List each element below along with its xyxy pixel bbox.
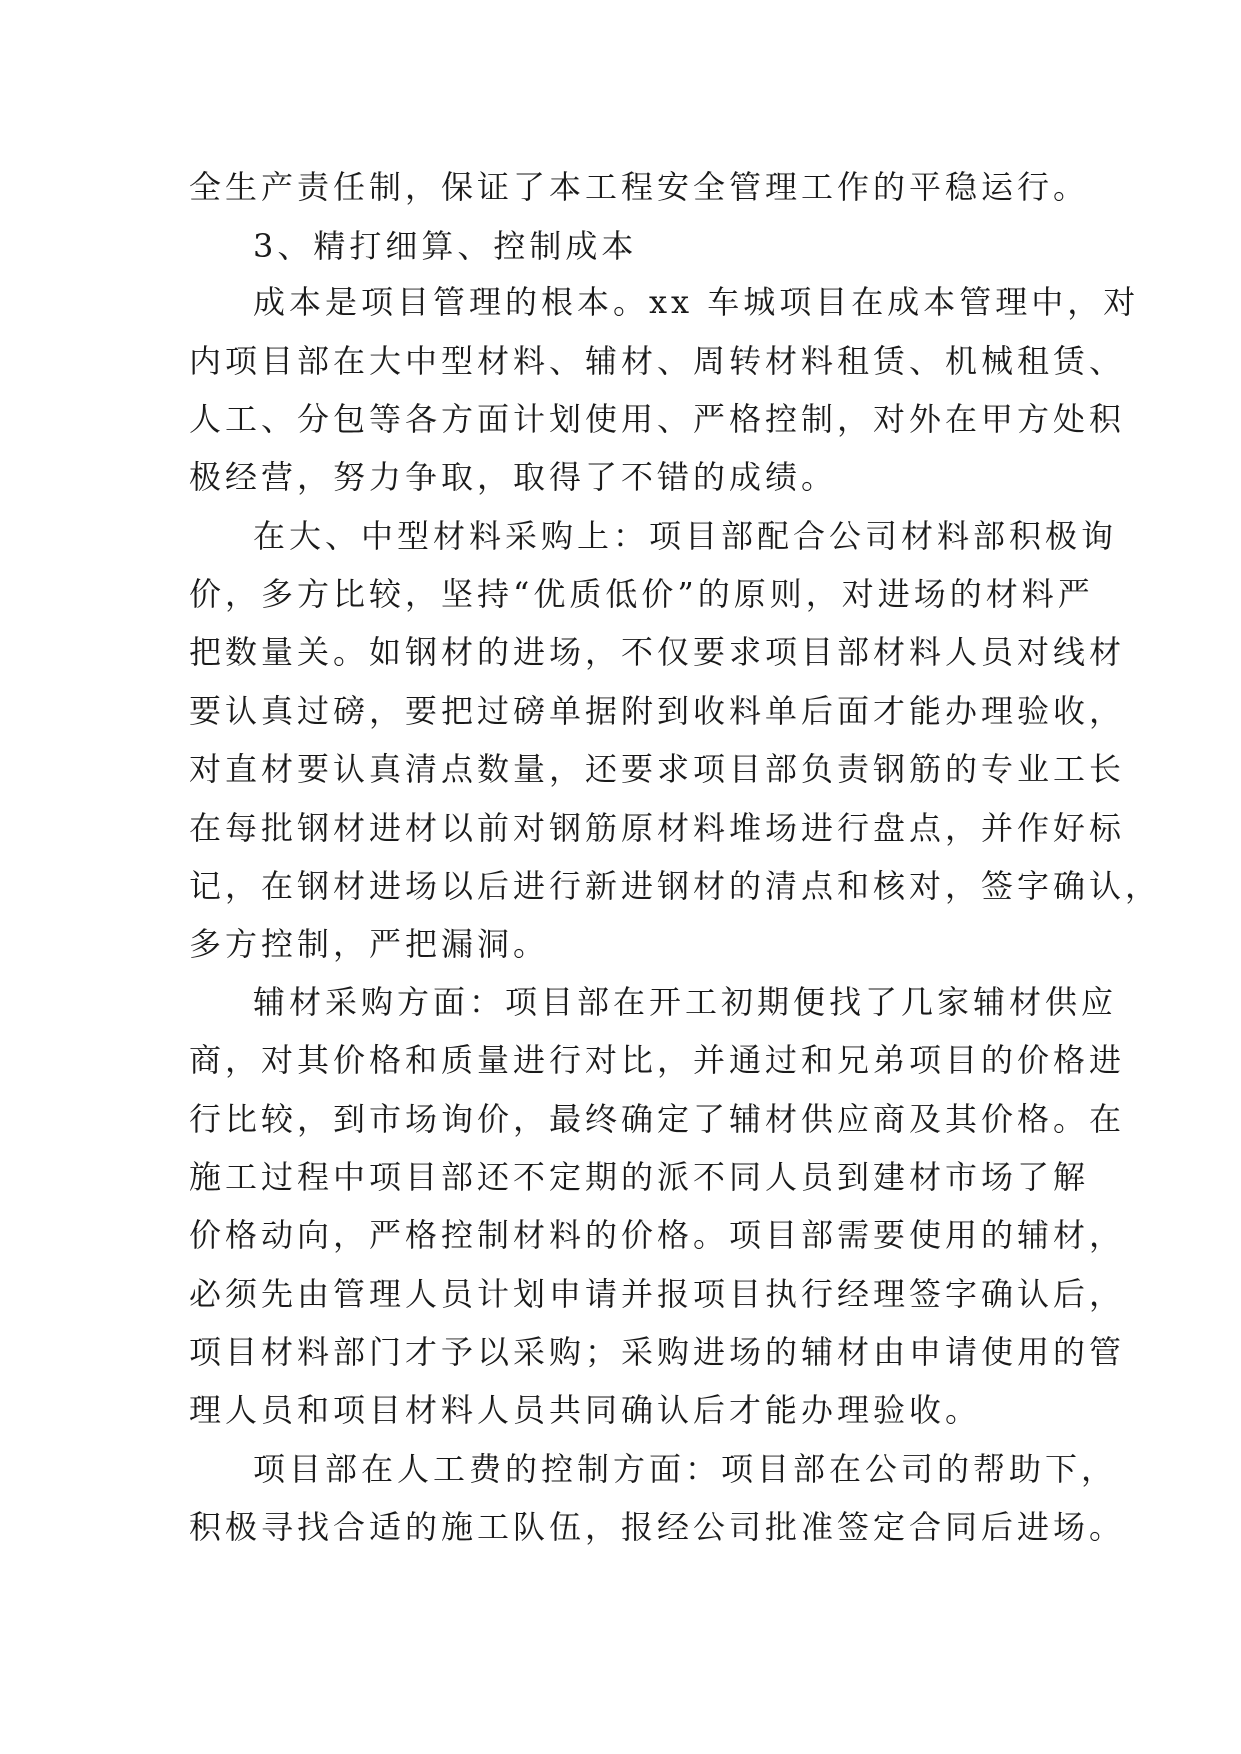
paragraph-line: 施工过程中项目部还不定期的派不同人员到建材市场了解 bbox=[189, 1158, 1090, 1196]
paragraph-line: 理人员和项目材料人员共同确认后才能办理验收。 bbox=[189, 1391, 982, 1429]
paragraph-line: 多方控制，严把漏洞。 bbox=[189, 925, 550, 963]
paragraph-line: 积极寻找合适的施工队伍，报经公司批准签定合同后进场。 bbox=[189, 1508, 1126, 1546]
paragraph-line: 极经营，努力争取，取得了不错的成绩。 bbox=[189, 458, 838, 496]
paragraph-line: 行比较，到市场询价，最终确定了辅材供应商及其价格。在 bbox=[189, 1100, 1126, 1138]
paragraph-line: 内项目部在大中型材料、辅材、周转材料租赁、机械租赁、 bbox=[189, 342, 1126, 380]
paragraph-line: 要认真过磅，要把过磅单据附到收料单后面才能办理验收， bbox=[189, 692, 1126, 730]
paragraph-line: 商，对其价格和质量进行对比，并通过和兄弟项目的价格进 bbox=[189, 1041, 1126, 1079]
section-heading: 3、精打细算、控制成本 bbox=[253, 227, 638, 265]
paragraph-line: 对直材要认真清点数量，还要求项目部负责钢筋的专业工长 bbox=[189, 750, 1126, 788]
paragraph-line: 全生产责任制，保证了本工程安全管理工作的平稳运行。 bbox=[189, 168, 1090, 206]
paragraph-line: 价格动向，严格控制材料的价格。项目部需要使用的辅材， bbox=[189, 1216, 1126, 1254]
paragraph-line: 必须先由管理人员计划申请并报项目执行经理签字确认后， bbox=[189, 1275, 1126, 1313]
paragraph-line: 价，多方比较，坚持“优质低价”的原则，对进场的材料严 bbox=[189, 575, 1094, 613]
paragraph-line: 项目材料部门才予以采购；采购进场的辅材由申请使用的管 bbox=[189, 1333, 1126, 1371]
paragraph-line: 在大、中型材料采购上：项目部配合公司材料部积极询 bbox=[253, 517, 1118, 555]
paragraph-line: 人工、分包等各方面计划使用、严格控制，对外在甲方处积 bbox=[189, 400, 1126, 438]
paragraph-line: 在每批钢材进材以前对钢筋原材料堆场进行盘点，并作好标 bbox=[189, 809, 1126, 847]
paragraph-line: 辅材采购方面：项目部在开工初期便找了几家辅材供应 bbox=[253, 983, 1118, 1021]
paragraph-line: 项目部在人工费的控制方面：项目部在公司的帮助下， bbox=[253, 1450, 1118, 1488]
paragraph-line: 成本是项目管理的根本。xx 车城项目在成本管理中，对 bbox=[253, 283, 1140, 321]
paragraph-line: 把数量关。如钢材的进场，不仅要求项目部材料人员对线材 bbox=[189, 633, 1126, 671]
paragraph-line: 记，在钢材进场以后进行新进钢材的清点和核对，签字确认， bbox=[189, 867, 1162, 905]
